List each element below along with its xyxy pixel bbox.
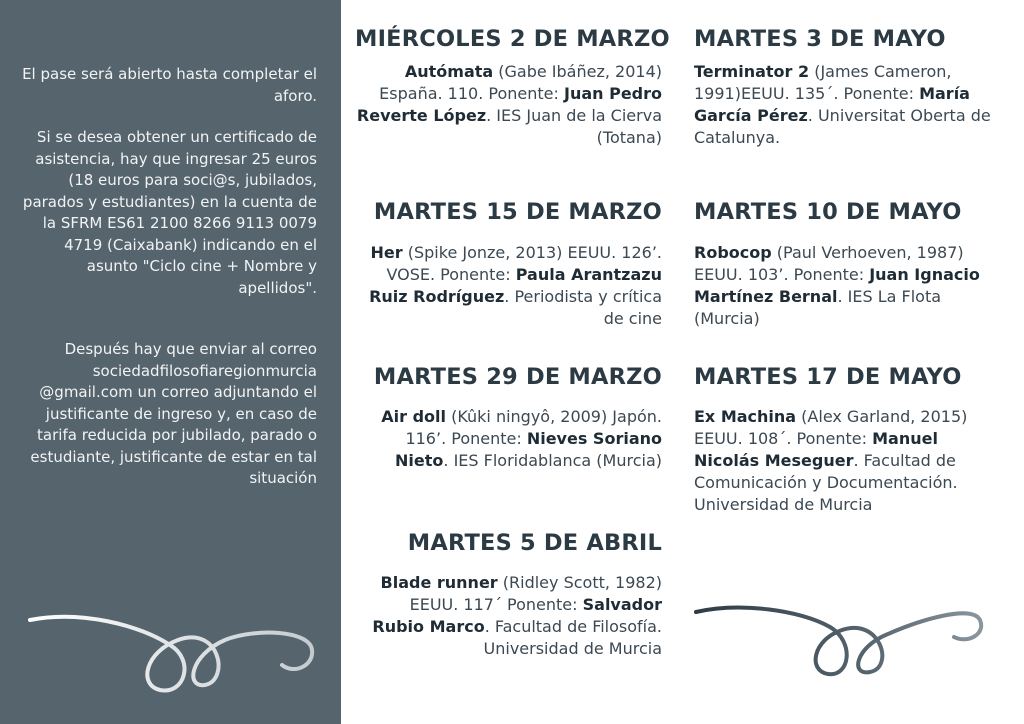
event-5-abril bbox=[355, 530, 662, 660]
event-date: MARTES 10 DE MAYO bbox=[694, 199, 962, 225]
film-title: Ex Machina bbox=[694, 407, 797, 426]
event-date: MARTES 15 DE MARZO bbox=[373, 199, 662, 225]
event-description: Autómata (Gabe Ibáñez, 2014) España. 110. Ponente: Juan Pedro Reverte López. IES Juan de la Cierva (Totana) bbox=[356, 62, 662, 147]
event-date: MARTES 17 DE MAYO bbox=[694, 364, 962, 390]
decorative-swirl-right bbox=[690, 592, 990, 687]
decorative-swirl-left bbox=[20, 590, 330, 700]
event-2-marzo bbox=[355, 26, 670, 149]
speaker-name: Juan Ignacio Martínez Bernal bbox=[694, 265, 980, 306]
email-instructions: Después hay que enviar al correo sociedadfilosofiaregionmurcia @gmail.com un correo adjuntando el justificante de ingreso y, en caso de tarifa reducida por jubilado, parado o estudiante, justificante de estar en tal situación bbox=[30, 340, 317, 487]
event-description: Air doll (Kûki ningyô, 2009) Japón. 116’. Ponente: Nieves Soriano Nieto. IES Floridablanca (Murcia) bbox=[381, 407, 662, 470]
event-description: Blade runner (Ridley Scott, 1982) EEUU. 117´ Ponente: Salvador Rubio Marco. Facultad de Filosofía. Universidad de Murcia bbox=[372, 573, 662, 658]
event-date: MARTES 29 DE MARZO bbox=[373, 364, 662, 390]
event-description: Terminator 2 (James Cameron, 1991)EEUU. 135´. Ponente: María García Pérez. Universitat Oberta de Catalunya. bbox=[694, 62, 991, 147]
film-title: Her bbox=[370, 243, 403, 262]
event-description: Robocop (Paul Verhoeven, 1987) EEUU. 103’. Ponente: Juan Ignacio Martínez Bernal. IES La Flota (Murcia) bbox=[694, 243, 980, 328]
film-title: Air doll bbox=[381, 407, 446, 426]
speaker-name: María García Pérez bbox=[694, 84, 970, 125]
event-3-mayo bbox=[694, 26, 994, 149]
event-15-marzo bbox=[355, 199, 662, 330]
speaker-name: Salvador Rubio Marco bbox=[372, 595, 662, 636]
capacity-note: El pase será abierto hasta completar el aforo. bbox=[22, 65, 317, 105]
event-description: Ex Machina (Alex Garland, 2015) EEUU. 108´. Ponente: Manuel Nicolás Meseguer. Facultad de Comunicación y Documentación. Universidad de Murcia bbox=[694, 407, 968, 514]
event-date: MARTES 5 DE ABRIL bbox=[407, 530, 662, 556]
event-date: MARTES 3 DE MAYO bbox=[694, 26, 946, 52]
speaker-name: Manuel Nicolás Meseguer bbox=[694, 429, 938, 470]
certificate-note: Si se desea obtener un certificado de asistencia, hay que ingresar 25 euros (18 euros para soci@s, jubilados, parados y estudiantes) en la cuenta de la SFRM ES61 2100 8266 9113 0079 4719 (Caixabank) indicando en el asunto "Ciclo cine + Nombre y apellidos". bbox=[22, 128, 317, 297]
event-date: MIÉRCOLES 2 DE MARZO bbox=[355, 26, 670, 52]
event-10-mayo bbox=[694, 199, 994, 330]
film-title: Blade runner bbox=[380, 573, 498, 592]
film-title: Autómata bbox=[404, 62, 494, 81]
event-17-mayo bbox=[694, 364, 994, 516]
event-29-marzo bbox=[355, 364, 662, 472]
info-panel bbox=[0, 0, 341, 724]
speaker-name: Juan Pedro Reverte López bbox=[356, 84, 662, 125]
speaker-name: Paula Arantzazu Ruiz Rodríguez bbox=[369, 265, 662, 306]
event-description: Her (Spike Jonze, 2013) EEUU. 126’. VOSE. Ponente: Paula Arantzazu Ruiz Rodríguez. Periodista y crítica de cine bbox=[369, 243, 662, 328]
film-title: Terminator 2 bbox=[694, 62, 810, 81]
film-title: Robocop bbox=[694, 243, 772, 262]
speaker-name: Nieves Soriano Nieto bbox=[395, 429, 662, 470]
